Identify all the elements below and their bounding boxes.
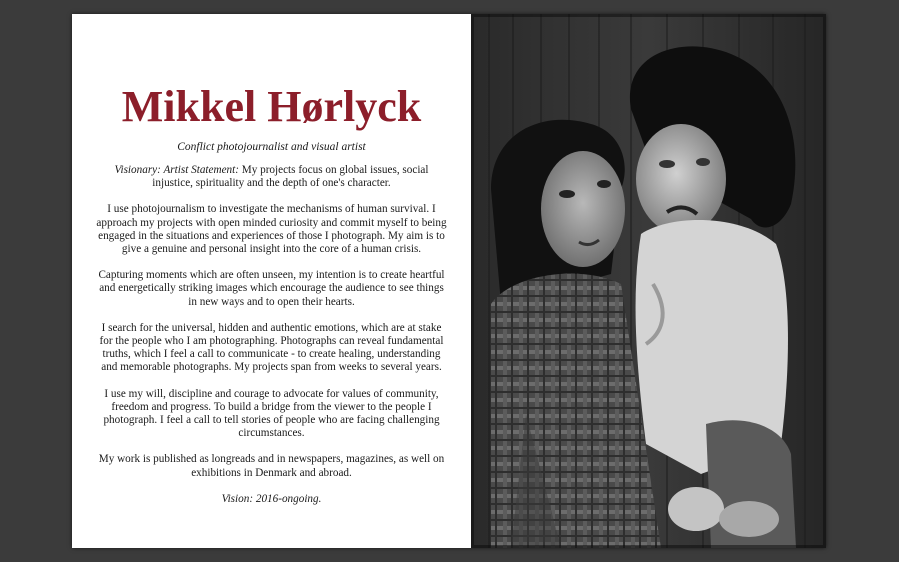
statement-text: My projects focus on global issues, social injustice, spirituality and the depth of one's character.	[152, 164, 429, 190]
statement-paragraph-1	[94, 164, 449, 190]
statement-label: Visionary: Artist Statement:	[114, 164, 239, 176]
statement-paragraph-2: I use photojournalism to investigate the mechanisms of human survival. I approach my projects with open minded curiosity and commit myself to being engaged in the situations and experiences of those I photograph. My aim is to give a genuine and personal insight into the core of a human crisis.	[96, 203, 447, 256]
page-subtitle: Conflict photojournalist and visual artist	[177, 141, 366, 153]
photo-page	[471, 14, 826, 548]
statement-paragraph-5: I use my will, discipline and courage to advocate for values of community, freedom and progress. To build a bridge from the viewer to the people I photograph. I feel a call to tell stories of people who are facing challenging circumstances.	[103, 387, 440, 440]
statement-paragraph-4: I search for the universal, hidden and authentic emotions, which are at stake for the people who I am photographing. Photographs can reveal fundamental truths, which I feel a call to communicate - to create healing, understanding and memorable photographs. My projects span from weeks to several years.	[99, 321, 444, 374]
document-spread	[72, 14, 826, 548]
text-page	[72, 14, 471, 548]
vision-line: Vision: 2016-ongoing.	[221, 492, 322, 505]
page-title: Mikkel Hørlyck	[121, 82, 422, 131]
statement-paragraph-6: My work is published as longreads and in newspapers, magazines, as well on exhibitions in Denmark and abroad.	[98, 453, 445, 479]
portrait-photo	[471, 14, 826, 548]
statement-paragraph-3: Capturing moments which are often unseen, my intention is to create heartful and energetically striking images which encourage the audience to see things in new ways and to open their hearts.	[98, 269, 445, 308]
